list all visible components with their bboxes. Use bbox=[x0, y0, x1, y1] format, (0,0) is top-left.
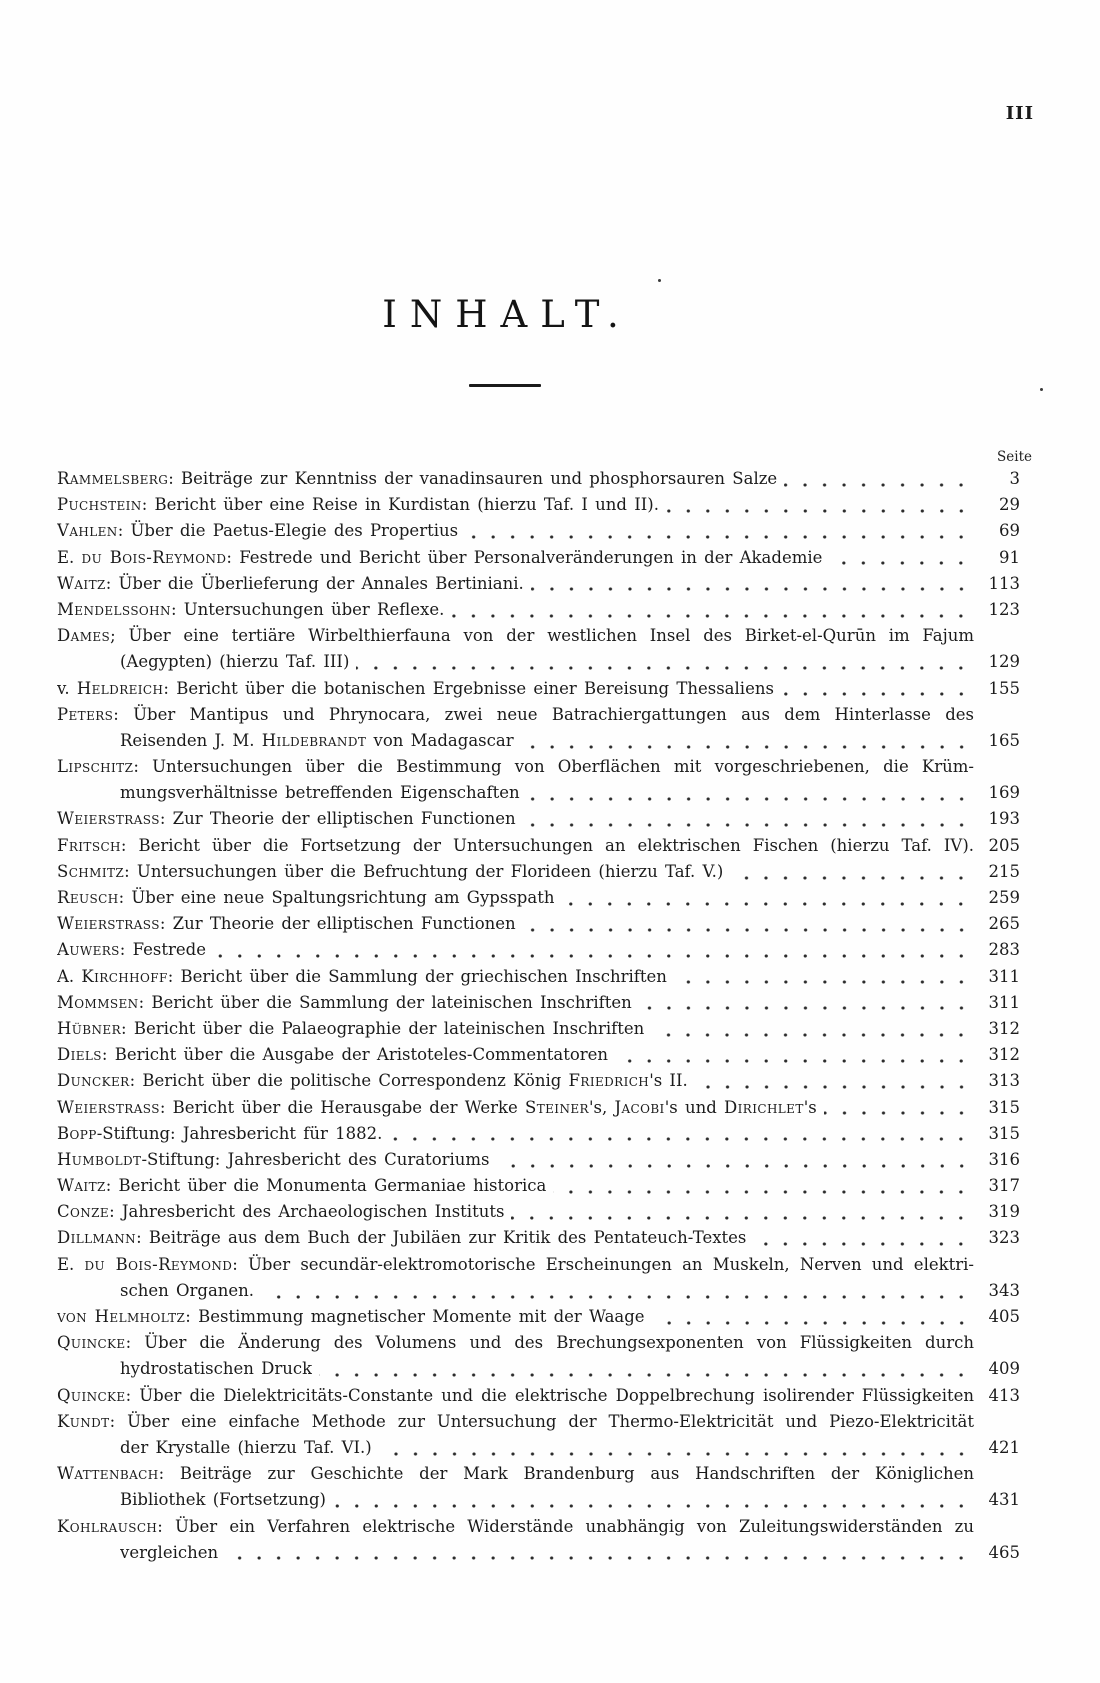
toc-row-text bbox=[57, 1016, 644, 1042]
page-number: 129 bbox=[988, 652, 1020, 672]
text-segment: : Über Mantipus und Phrynocara, zwei neue Batrachiergattungen aus dem Hinterlasse des bbox=[113, 704, 974, 724]
toc-row-text bbox=[120, 1278, 254, 1304]
toc-row bbox=[57, 676, 1030, 702]
dot-leader bbox=[465, 518, 974, 544]
author-small-caps: Hildebrandt bbox=[261, 730, 367, 750]
toc-entry bbox=[57, 1330, 1030, 1382]
toc-row-text bbox=[57, 1330, 974, 1356]
dot-leader bbox=[695, 1068, 974, 1094]
page-number bbox=[974, 1252, 1020, 1278]
dot-leader bbox=[784, 466, 974, 492]
toc-row bbox=[57, 1199, 1030, 1225]
toc-row bbox=[57, 1016, 1030, 1042]
text-segment: Reisenden J. M. bbox=[120, 730, 262, 750]
text-segment: : Zur Theorie der elliptischen Functionen bbox=[159, 914, 516, 934]
text-segment: : Bericht über die Fortsetzung der Untersuchungen an elektrischen Fischen (hierzu Taf. IV). bbox=[120, 835, 974, 855]
toc-row-text bbox=[57, 545, 822, 571]
toc-entry bbox=[57, 1147, 1030, 1173]
toc-row-text bbox=[57, 702, 974, 728]
toc-row bbox=[57, 937, 1030, 963]
author-small-caps: Steiner bbox=[525, 1097, 589, 1117]
page-number bbox=[974, 1409, 1020, 1435]
dot-leader bbox=[781, 676, 974, 702]
toc-row-text bbox=[120, 1487, 326, 1513]
page-number: 405 bbox=[988, 1307, 1020, 1326]
toc-row bbox=[57, 859, 1030, 885]
page-number: 215 bbox=[988, 861, 1020, 881]
toc-row-text bbox=[57, 937, 206, 963]
page-number: 311 bbox=[988, 966, 1020, 986]
text-segment: : Bericht über die Sammlung der griechischen Inschriften bbox=[167, 966, 667, 986]
text-segment: : Untersuchungen über die Befruchtung der Florideen (hierzu Taf. V.) bbox=[124, 861, 724, 881]
page-number: 155 bbox=[988, 678, 1020, 698]
page-number bbox=[974, 1514, 1020, 1540]
toc-row-text bbox=[57, 1514, 974, 1540]
toc-row-text bbox=[57, 1068, 688, 1094]
toc-entry bbox=[57, 911, 1030, 937]
author-small-caps: Bopp bbox=[57, 1123, 97, 1143]
toc-entry bbox=[57, 676, 1030, 702]
toc-entry bbox=[57, 466, 1030, 492]
author-small-caps: Hübner bbox=[57, 1018, 122, 1038]
author-small-caps: Puchstein bbox=[57, 495, 142, 515]
toc-row bbox=[57, 545, 1030, 571]
author-small-caps: Dirichlet bbox=[724, 1097, 804, 1117]
toc-row-text bbox=[57, 466, 777, 492]
author-small-caps: Lipschitz bbox=[57, 757, 134, 777]
toc-entry bbox=[57, 1409, 1030, 1461]
dot-leader bbox=[333, 1487, 974, 1513]
text-segment: -Stiftung: Jahresbericht für 1882. bbox=[96, 1123, 383, 1143]
dot-leader bbox=[451, 597, 974, 623]
toc-row-text bbox=[57, 571, 524, 597]
toc-row-text bbox=[57, 623, 974, 649]
page-number: 315 bbox=[988, 1123, 1020, 1143]
toc-row bbox=[57, 1278, 1030, 1304]
dot-leader bbox=[553, 1173, 974, 1199]
toc-row bbox=[57, 964, 1030, 990]
text-segment: schen Organen. bbox=[120, 1280, 255, 1300]
toc-entry bbox=[57, 1461, 1030, 1513]
toc-row bbox=[57, 990, 1030, 1016]
author-small-caps: Reusch bbox=[57, 888, 119, 907]
author-small-caps: du Bois-Reymond bbox=[81, 547, 227, 567]
toc-entry bbox=[57, 492, 1030, 518]
toc-row bbox=[57, 466, 1030, 492]
page-number: 113 bbox=[988, 573, 1020, 593]
toc-entry bbox=[57, 571, 1030, 597]
page-number: 283 bbox=[988, 940, 1020, 960]
text-segment: der Krystalle (hierzu Taf. VI.) bbox=[120, 1437, 372, 1457]
toc-row-text bbox=[57, 1409, 974, 1435]
toc-row-text bbox=[120, 780, 520, 806]
toc-row bbox=[57, 1042, 1030, 1068]
author-small-caps: Friedrich bbox=[568, 1071, 650, 1091]
toc-row-text bbox=[57, 990, 632, 1016]
text-segment: : Bericht über die Sammlung der lateinischen Inschriften bbox=[138, 992, 632, 1012]
page-number: 413 bbox=[988, 1385, 1020, 1405]
author-small-caps: Dames bbox=[57, 626, 111, 646]
author-small-caps: von Helmholtz bbox=[57, 1307, 186, 1326]
toc-row-text bbox=[120, 1540, 218, 1566]
author-small-caps: Kundt bbox=[57, 1411, 110, 1431]
text-segment: : Über die Änderung des Volumens und des Brechungsexponenten von Flüssigkeiten durch bbox=[125, 1333, 974, 1353]
dot-leader bbox=[213, 937, 974, 963]
toc-row bbox=[57, 649, 1030, 675]
toc-row bbox=[57, 1304, 1030, 1330]
dot-leader bbox=[511, 1199, 974, 1225]
author-small-caps: Schmitz bbox=[57, 861, 125, 881]
text-segment: : Bericht über die politische Correspondenz König bbox=[129, 1071, 569, 1091]
toc-entry bbox=[57, 859, 1030, 885]
page-number: 69 bbox=[999, 521, 1020, 541]
text-segment: : Über die Dielektricitäts-Constante und die elektrische Doppelbrechung isolirender Flüssigkeiten bbox=[125, 1385, 974, 1405]
toc-row-text bbox=[57, 1042, 608, 1068]
toc-entry bbox=[57, 806, 1030, 832]
page-number: 91 bbox=[999, 547, 1020, 567]
toc-row bbox=[57, 1121, 1030, 1147]
toc-row bbox=[57, 806, 1030, 832]
toc-row bbox=[57, 1173, 1030, 1199]
page-number: 343 bbox=[988, 1280, 1020, 1300]
toc-row bbox=[57, 911, 1030, 937]
toc-entry bbox=[57, 990, 1030, 1016]
toc-row-text bbox=[57, 911, 516, 937]
toc-row bbox=[57, 728, 1030, 754]
toc-row-text bbox=[57, 1147, 490, 1173]
toc-row-text bbox=[57, 1173, 546, 1199]
dot-leader bbox=[379, 1435, 974, 1461]
toc-row-text bbox=[57, 1383, 974, 1409]
text-segment: : Beiträge zur Kenntniss der vanadinsauren und phosphorsauren Salze bbox=[168, 469, 778, 488]
author-small-caps: Diels bbox=[57, 1045, 102, 1065]
toc-row-text bbox=[57, 964, 667, 990]
toc-row-text bbox=[57, 518, 458, 544]
toc-row-text bbox=[57, 806, 516, 832]
toc-row bbox=[57, 1409, 1030, 1435]
author-small-caps: Kohlrausch bbox=[57, 1516, 158, 1536]
author-small-caps: Wattenbach bbox=[57, 1464, 159, 1484]
author-small-caps: Mendelssohn bbox=[57, 599, 171, 619]
dot-leader bbox=[523, 911, 974, 937]
toc-row bbox=[57, 1435, 1030, 1461]
author-small-caps: Auwers bbox=[57, 940, 120, 960]
toc-row bbox=[57, 885, 1030, 911]
text-segment: : Über secundär-elektromotorische Erscheinungen an Muskeln, Nerven und elektri- bbox=[232, 1254, 974, 1274]
page-number: 123 bbox=[988, 599, 1020, 619]
author-small-caps: Vahlen bbox=[57, 521, 118, 541]
toc-entry bbox=[57, 518, 1030, 544]
dot-leader bbox=[674, 964, 974, 990]
dot-leader bbox=[651, 1016, 974, 1042]
text-segment: v. bbox=[57, 678, 77, 698]
dot-leader bbox=[561, 885, 974, 911]
toc-row bbox=[57, 1095, 1030, 1121]
page-number: 323 bbox=[988, 1228, 1020, 1248]
text-segment: : Über eine einfache Methode zur Untersuchung der Thermo-Elektricität und Piezo-Elektricität bbox=[109, 1411, 974, 1431]
toc-entry bbox=[57, 964, 1030, 990]
dot-leader bbox=[639, 990, 974, 1016]
toc-row-text bbox=[120, 649, 349, 675]
toc-row bbox=[57, 492, 1030, 518]
dot-leader bbox=[319, 1356, 974, 1382]
page-number: 29 bbox=[999, 495, 1020, 515]
toc-entry bbox=[57, 1016, 1030, 1042]
toc-entry bbox=[57, 1252, 1030, 1304]
author-small-caps: du Bois-Reymond bbox=[84, 1254, 233, 1274]
toc-entry bbox=[57, 1068, 1030, 1094]
page-number bbox=[974, 1461, 1020, 1487]
author-small-caps: Heldreich bbox=[76, 678, 164, 698]
dot-leader bbox=[730, 859, 974, 885]
dot-leader bbox=[829, 545, 974, 571]
toc-entry bbox=[57, 833, 1030, 859]
author-small-caps: Quincke bbox=[57, 1333, 126, 1353]
page-number: 315 bbox=[988, 1097, 1020, 1117]
toc-row bbox=[57, 1383, 1030, 1409]
toc-row bbox=[57, 518, 1030, 544]
toc-row bbox=[57, 1487, 1030, 1513]
toc-row-text bbox=[57, 1121, 382, 1147]
toc-row-text bbox=[57, 1304, 645, 1330]
author-small-caps: Waitz bbox=[57, 573, 106, 593]
author-small-caps: Waitz bbox=[57, 1176, 106, 1196]
scan-speck bbox=[658, 279, 661, 282]
toc-row bbox=[57, 780, 1030, 806]
dot-leader bbox=[521, 728, 974, 754]
page-number bbox=[974, 754, 1020, 780]
toc-row bbox=[57, 702, 1030, 728]
toc-row bbox=[57, 1252, 1030, 1278]
page-number: 259 bbox=[988, 888, 1020, 907]
text-segment: hydrostatischen Druck bbox=[120, 1359, 313, 1379]
toc-row bbox=[57, 1147, 1030, 1173]
page-number bbox=[974, 702, 1020, 728]
toc-row-text bbox=[57, 754, 974, 780]
author-small-caps: Rammelsberg bbox=[57, 469, 169, 488]
author-small-caps: Mommsen bbox=[57, 992, 139, 1012]
dot-leader bbox=[824, 1095, 974, 1121]
toc-entry bbox=[57, 885, 1030, 911]
author-small-caps: Weierstrass bbox=[57, 914, 160, 934]
text-segment: : Bericht über die Herausgabe der Werke bbox=[159, 1097, 526, 1117]
dot-leader bbox=[389, 1121, 974, 1147]
title-divider-rule bbox=[469, 384, 541, 387]
text-segment: : Beiträge zur Geschichte der Mark Brandenburg aus Handschriften der Königlichen bbox=[158, 1464, 974, 1484]
toc-row-text bbox=[57, 492, 659, 518]
toc-entry bbox=[57, 1304, 1030, 1330]
page-column-header: Seite bbox=[997, 449, 1032, 465]
page-number: 465 bbox=[988, 1542, 1020, 1562]
toc-row-text bbox=[57, 676, 774, 702]
toc-row-text bbox=[120, 1435, 372, 1461]
text-segment: E. bbox=[57, 547, 82, 567]
toc-entry bbox=[57, 937, 1030, 963]
text-segment: 's II. bbox=[649, 1071, 688, 1091]
toc-row-text bbox=[57, 1252, 974, 1278]
author-small-caps: Conze bbox=[57, 1202, 110, 1222]
text-segment: : Untersuchungen über die Bestimmung von Oberflächen mit vorgeschriebenen, die Krüm- bbox=[133, 757, 974, 777]
toc-row-text bbox=[120, 1356, 312, 1382]
dot-leader bbox=[225, 1540, 974, 1566]
text-segment: von Madagascar bbox=[366, 730, 514, 750]
toc-row-text bbox=[57, 859, 723, 885]
text-segment: : Über die Paetus-Elegie des Propertius bbox=[117, 521, 459, 541]
toc-row-text bbox=[57, 833, 974, 859]
text-segment: (Aegypten) (hierzu Taf. III) bbox=[120, 652, 350, 672]
toc-row-text bbox=[57, 597, 444, 623]
toc-entry bbox=[57, 1121, 1030, 1147]
page-number: 193 bbox=[988, 809, 1020, 829]
page-number: 317 bbox=[988, 1176, 1020, 1196]
toc-row bbox=[57, 833, 1030, 859]
text-segment: : Festrede und Bericht über Personalveränderungen in der Akademie bbox=[226, 547, 823, 567]
toc-row bbox=[57, 1461, 1030, 1487]
page-number: 319 bbox=[988, 1202, 1020, 1222]
toc-row bbox=[57, 623, 1030, 649]
page-number: 311 bbox=[988, 992, 1020, 1012]
text-segment: : Festrede bbox=[119, 940, 206, 960]
toc-row bbox=[57, 1540, 1030, 1566]
toc-entry bbox=[57, 1173, 1030, 1199]
author-small-caps: Duncker bbox=[57, 1071, 130, 1091]
author-small-caps: Jacobi bbox=[614, 1097, 665, 1117]
text-segment: : Über ein Verfahren elektrische Widerstände unabhängig von Zuleitungswiderständen zu bbox=[157, 1516, 974, 1536]
dot-leader bbox=[527, 780, 974, 806]
text-segment: 's und bbox=[664, 1097, 725, 1117]
toc-entry bbox=[57, 1042, 1030, 1068]
text-segment: vergleichen bbox=[120, 1542, 219, 1562]
toc-row bbox=[57, 754, 1030, 780]
text-segment: : Bericht über die Ausgabe der Aristoteles-Commentatoren bbox=[101, 1045, 609, 1065]
toc-row-text bbox=[57, 1461, 974, 1487]
dot-leader bbox=[356, 649, 974, 675]
dot-leader bbox=[652, 1304, 974, 1330]
dot-leader bbox=[666, 492, 974, 518]
toc-entry bbox=[57, 545, 1030, 571]
dot-leader bbox=[531, 571, 974, 597]
page-title: INHALT. bbox=[382, 293, 632, 336]
page-number bbox=[974, 623, 1020, 649]
toc-row-text bbox=[57, 885, 554, 911]
text-segment: : Bericht über die botanischen Ergebnisse einer Bereisung Thessaliens bbox=[163, 678, 774, 698]
toc-row bbox=[57, 571, 1030, 597]
page-number: 409 bbox=[988, 1359, 1020, 1379]
toc-row bbox=[57, 1068, 1030, 1094]
author-small-caps: Quincke bbox=[57, 1385, 126, 1405]
text-segment: : Bericht über die Monumenta Germaniae historica bbox=[105, 1176, 547, 1196]
text-segment: 's, bbox=[588, 1097, 615, 1117]
page-number: 313 bbox=[988, 1071, 1020, 1091]
toc-row-text bbox=[120, 728, 514, 754]
text-segment: : Über die Überlieferung der Annales Bertiniani. bbox=[105, 573, 524, 593]
scan-speck bbox=[1040, 388, 1043, 391]
text-segment: : Zur Theorie der elliptischen Functionen bbox=[159, 809, 516, 829]
toc-row bbox=[57, 1514, 1030, 1540]
page-number: 316 bbox=[988, 1149, 1020, 1169]
page-number: 3 bbox=[1009, 469, 1020, 488]
toc-row bbox=[57, 1225, 1030, 1251]
author-small-caps: Dillmann bbox=[57, 1228, 137, 1248]
toc-entry bbox=[57, 623, 1030, 675]
text-segment: : Bestimmung magnetischer Momente mit der Waage bbox=[185, 1307, 645, 1326]
text-segment: : Jahresbericht des Archaeologischen Instituts bbox=[109, 1202, 505, 1222]
toc-entry bbox=[57, 1199, 1030, 1225]
author-small-caps: Weierstrass bbox=[57, 1097, 160, 1117]
dot-leader bbox=[615, 1042, 974, 1068]
dot-leader bbox=[523, 806, 974, 832]
text-segment: Bibliothek (Fortsetzung) bbox=[120, 1490, 326, 1510]
text-segment: -Stiftung: Jahresbericht des Curatoriums bbox=[141, 1149, 490, 1169]
text-segment: : Beiträge aus dem Buch der Jubiläen zur Kritik des Pentateuch-Textes bbox=[136, 1228, 747, 1248]
page-number: 165 bbox=[988, 730, 1020, 750]
dot-leader bbox=[261, 1278, 974, 1304]
toc-entry bbox=[57, 1225, 1030, 1251]
dot-leader bbox=[497, 1147, 974, 1173]
toc-entry bbox=[57, 597, 1030, 623]
toc-row-text bbox=[57, 1225, 746, 1251]
author-small-caps: Humboldt bbox=[57, 1149, 142, 1169]
text-segment: : Bericht über die Palaeographie der lateinischen Inschriften bbox=[121, 1018, 645, 1038]
toc-entry bbox=[57, 1383, 1030, 1409]
page-number: 312 bbox=[988, 1018, 1020, 1038]
text-segment: ; Über eine tertiäre Wirbelthierfauna von der westlichen Insel des Birket-el-Qurūn im Fajum bbox=[110, 626, 974, 646]
toc-row bbox=[57, 1356, 1030, 1382]
text-segment: : Untersuchungen über Reflexe. bbox=[170, 599, 445, 619]
text-segment: mungsverhältnisse betreffenden Eigenschaften bbox=[120, 783, 520, 803]
toc-row-text bbox=[57, 1095, 817, 1121]
toc-row bbox=[57, 1330, 1030, 1356]
page-number: 265 bbox=[988, 914, 1020, 934]
toc-row-text bbox=[57, 1199, 504, 1225]
page-number bbox=[974, 1330, 1020, 1356]
toc-list bbox=[57, 466, 1030, 1566]
page-number: 421 bbox=[988, 1437, 1020, 1457]
author-small-caps: Peters bbox=[57, 704, 114, 724]
author-small-caps: Kirchhoff bbox=[81, 966, 168, 986]
folio-page-number: III bbox=[1005, 103, 1034, 124]
author-small-caps: Fritsch bbox=[57, 835, 121, 855]
text-segment: : Bericht über eine Reise in Kurdistan (hierzu Taf. I und II). bbox=[141, 495, 659, 515]
text-segment: E. bbox=[57, 1254, 85, 1274]
author-small-caps: Weierstrass bbox=[57, 809, 160, 829]
toc-entry bbox=[57, 1514, 1030, 1566]
text-segment: 's bbox=[803, 1097, 817, 1117]
page-number: 431 bbox=[988, 1490, 1020, 1510]
toc-row bbox=[57, 597, 1030, 623]
dot-leader bbox=[753, 1225, 974, 1251]
page-number: 312 bbox=[988, 1045, 1020, 1065]
text-segment: A. bbox=[57, 966, 82, 986]
toc-entry bbox=[57, 1095, 1030, 1121]
toc-entry bbox=[57, 702, 1030, 754]
toc-entry bbox=[57, 754, 1030, 806]
title-block bbox=[0, 293, 1100, 336]
text-segment: : Über eine neue Spaltungsrichtung am Gypsspath bbox=[118, 888, 555, 907]
page-number: 169 bbox=[988, 783, 1020, 803]
page-number: 205 bbox=[988, 835, 1020, 855]
